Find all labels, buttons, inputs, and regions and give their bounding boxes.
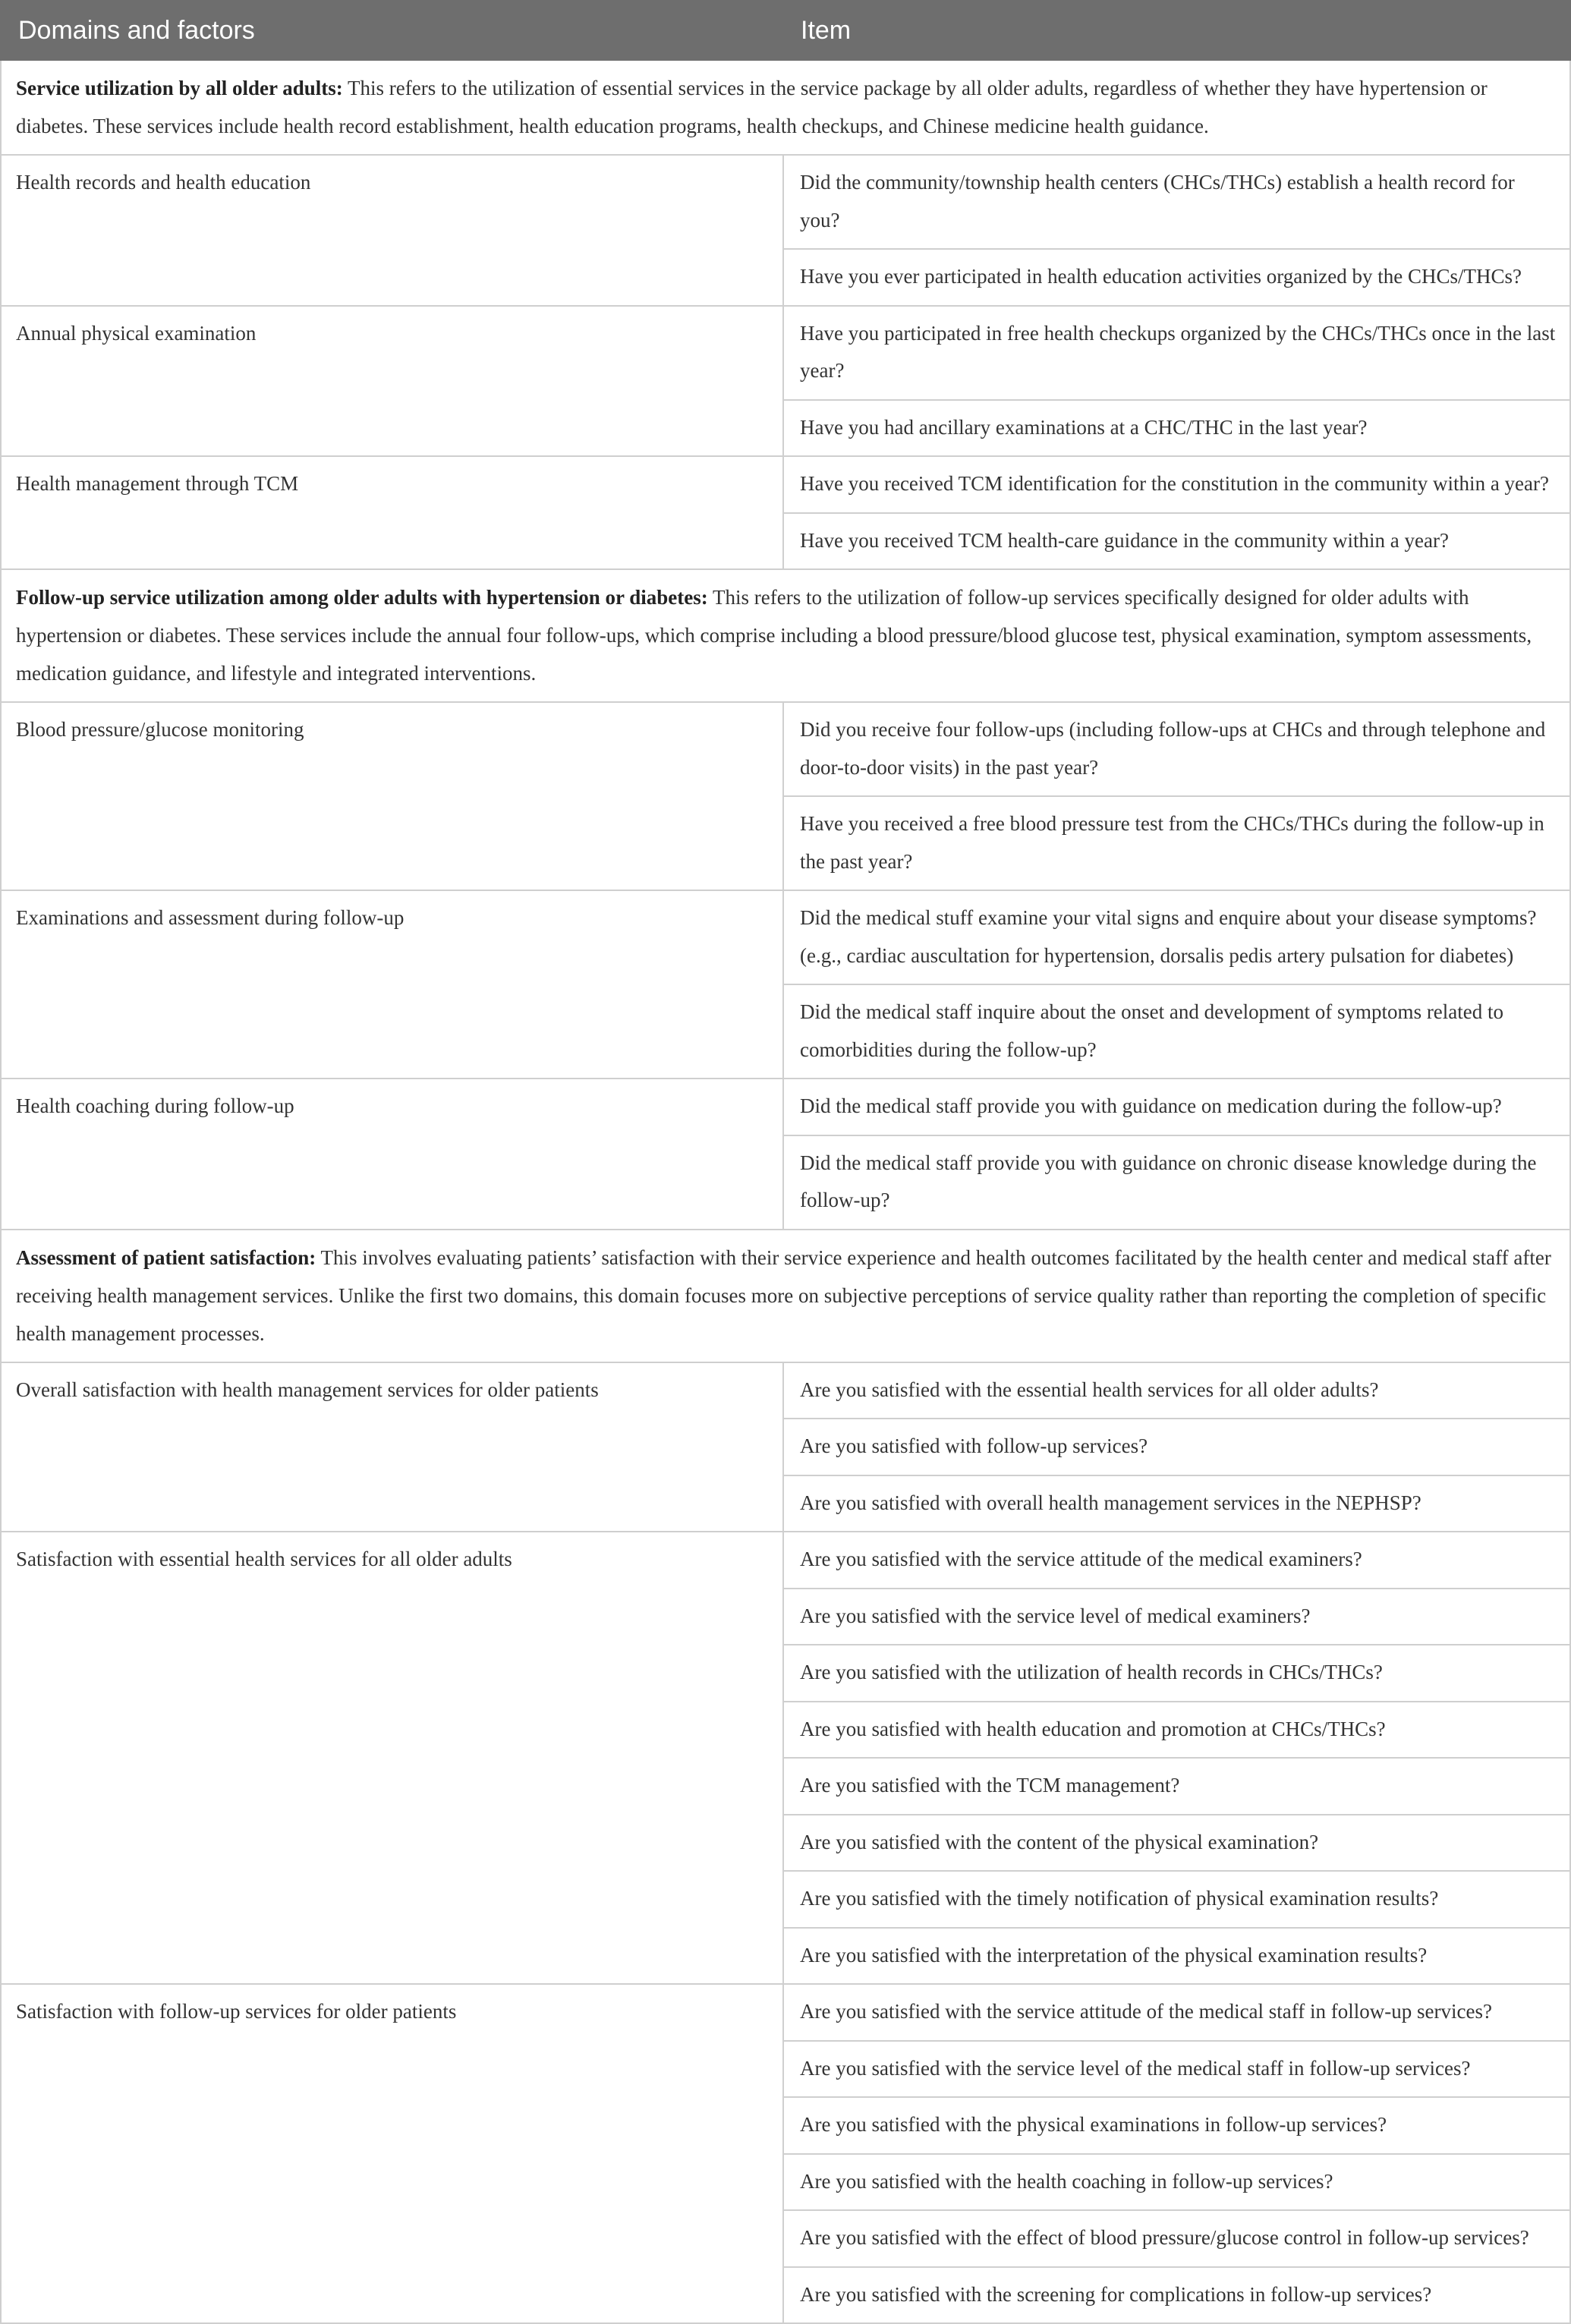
item-cell: Are you satisfied with the timely notification of physical examination results? bbox=[783, 1871, 1570, 1928]
item-cell: Are you satisfied with health education and promotion at CHCs/THCs? bbox=[783, 1702, 1570, 1759]
item-cell: Are you satisfied with the essential health services for all older adults? bbox=[783, 1362, 1570, 1419]
table-row bbox=[1, 702, 1570, 796]
domain-row bbox=[1, 60, 1570, 155]
item-cell: Are you satisfied with the service level of medical examiners? bbox=[783, 1589, 1570, 1645]
item-cell: Are you satisfied with the physical examinations in follow-up services? bbox=[783, 2097, 1570, 2154]
item-cell: Did the community/township health centers (CHCs/THCs) establish a health record for you? bbox=[783, 155, 1570, 249]
factor-cell: Health management through TCM bbox=[1, 456, 783, 569]
item-cell: Are you satisfied with overall health management services in the NEPHSP? bbox=[783, 1475, 1570, 1532]
item-cell: Are you satisfied with the service attitude of the medical staff in follow-up services? bbox=[783, 1984, 1570, 2041]
factor-cell: Blood pressure/glucose monitoring bbox=[1, 702, 783, 890]
domain-description-cell bbox=[1, 60, 1570, 155]
table-row bbox=[1, 155, 1570, 249]
item-cell: Did the medical staff provide you with guidance on chronic disease knowledge during the follow-up? bbox=[783, 1135, 1570, 1230]
item-cell: Are you satisfied with the screening for complications in follow-up services? bbox=[783, 2267, 1570, 2324]
item-cell: Have you received a free blood pressure test from the CHCs/THCs during the follow-up in the past year? bbox=[783, 796, 1570, 890]
domain-description-cell bbox=[1, 569, 1570, 702]
item-cell: Did the medical staff inquire about the onset and development of symptoms related to comorbidities during the follow-up? bbox=[783, 984, 1570, 1079]
item-cell: Did you receive four follow-ups (including follow-ups at CHCs and through telephone and door-to-door visits) in the past year? bbox=[783, 702, 1570, 796]
domain-title: Follow-up service utilization among older adults with hypertension or diabetes: bbox=[16, 586, 708, 609]
item-cell: Did the medical stuff examine your vital signs and enquire about your disease symptoms? (e.g., cardiac auscultation for hypertension, dorsalis pedis artery pulsation for diabetes) bbox=[783, 890, 1570, 984]
table-header bbox=[1, 1, 1570, 60]
domain-description: This refers to the utilization of follow-up services specifically designed for older adults with hypertension or diabetes. These services include the annual four follow-ups, which comprise including a blood pressure/blood glucose test, physical examination, symptom assessments, medication guidance, and lifestyle and integrated interventions. bbox=[16, 586, 1532, 685]
table-row bbox=[1, 456, 1570, 513]
item-cell: Are you satisfied with the health coaching in follow-up services? bbox=[783, 2154, 1570, 2211]
domain-description: This refers to the utilization of essential services in the service package by all older adults, regardless of whether they have hypertension or diabetes. These services include health record establishment, health education programs, health checkups, and Chinese medicine health guidance. bbox=[16, 77, 1488, 137]
item-cell: Are you satisfied with the TCM management? bbox=[783, 1758, 1570, 1815]
item-cell: Have you received TCM health-care guidance in the community within a year? bbox=[783, 513, 1570, 570]
item-cell: Are you satisfied with the effect of blood pressure/glucose control in follow-up services? bbox=[783, 2210, 1570, 2267]
domain-title: Assessment of patient satisfaction: bbox=[16, 1245, 316, 1269]
factor-cell: Examinations and assessment during follow-up bbox=[1, 890, 783, 1079]
item-cell: Are you satisfied with the content of the physical examination? bbox=[783, 1815, 1570, 1872]
table-row bbox=[1, 890, 1570, 984]
item-cell: Did the medical staff provide you with guidance on medication during the follow-up? bbox=[783, 1079, 1570, 1135]
item-cell: Have you received TCM identification for the constitution in the community within a year? bbox=[783, 456, 1570, 513]
domain-row bbox=[1, 569, 1570, 702]
item-cell: Are you satisfied with the utilization of health records in CHCs/THCs? bbox=[783, 1645, 1570, 1702]
factor-cell: Overall satisfaction with health management services for older patients bbox=[1, 1362, 783, 1532]
factor-cell: Satisfaction with essential health services for all older adults bbox=[1, 1532, 783, 1984]
factor-cell: Health records and health education bbox=[1, 155, 783, 306]
table-row bbox=[1, 1532, 1570, 1589]
domain-description-cell bbox=[1, 1230, 1570, 1362]
domain-row bbox=[1, 1230, 1570, 1362]
item-cell: Are you satisfied with the service level of the medical staff in follow-up services? bbox=[783, 2041, 1570, 2098]
table-body bbox=[1, 60, 1570, 2323]
factor-cell: Annual physical examination bbox=[1, 306, 783, 457]
item-cell: Have you participated in free health checkups organized by the CHCs/THCs once in the last year? bbox=[783, 306, 1570, 400]
table-row bbox=[1, 1362, 1570, 1419]
item-cell: Are you satisfied with the interpretation of the physical examination results? bbox=[783, 1928, 1570, 1985]
header-item: Item bbox=[783, 1, 1570, 60]
domain-title: Service utilization by all older adults: bbox=[16, 77, 343, 99]
item-cell: Are you satisfied with follow-up services? bbox=[783, 1419, 1570, 1475]
domain-description: This involves evaluating patients’ satisfaction with their service experience and health outcomes facilitated by the health center and medical staff after receiving health management services. Unlike the first two domains, this domain focuses more on subjective perceptions of service quality rather than reporting the completion of specific health management processes. bbox=[16, 1245, 1551, 1345]
table-row bbox=[1, 1079, 1570, 1135]
table-row bbox=[1, 306, 1570, 400]
factor-cell: Health coaching during follow-up bbox=[1, 1079, 783, 1230]
item-cell: Have you ever participated in health education activities organized by the CHCs/THCs? bbox=[783, 249, 1570, 306]
table-row bbox=[1, 1984, 1570, 2041]
header-row bbox=[1, 1, 1570, 60]
item-cell: Have you had ancillary examinations at a CHC/THC in the last year? bbox=[783, 400, 1570, 457]
header-domains-and-factors: Domains and factors bbox=[1, 1, 783, 60]
item-cell: Are you satisfied with the service attitude of the medical examiners? bbox=[783, 1532, 1570, 1589]
factor-cell: Satisfaction with follow-up services for older patients bbox=[1, 1984, 783, 2323]
